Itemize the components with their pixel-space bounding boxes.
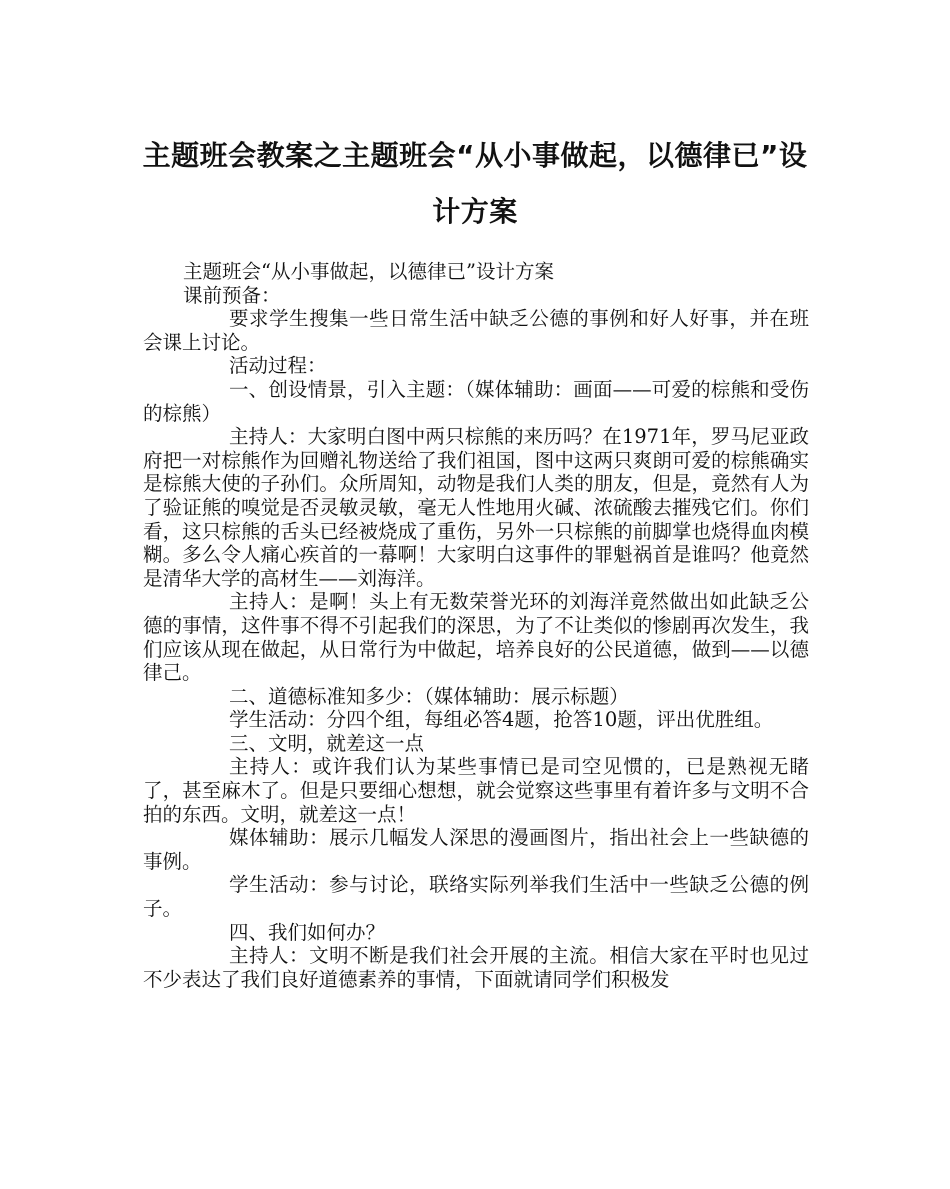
paragraph-section-2: 二、道德标准知多少：（媒体辅助：展示标题） (229, 684, 629, 708)
paragraph-subtitle: 主题班会“从小事做起，以德律已”设计方案 (183, 260, 554, 283)
paragraph-preparation: 要求学生搜集一些日常生活中缺乏公德的事例和好人好事，并在班会课上讨论。 (143, 307, 809, 354)
paragraph-section-4: 四、我们如何办？ (229, 920, 386, 944)
paragraph-host-2: 主持人：是啊！头上有无数荣誉光环的刘海洋竟然做出如此缺乏公德的事情，这件事不得不引起我们的深思，为了不让类似的惨剧再次发生，我们应该从现在做起，从日常行为中做起，培养良好的公民道德，做到——以德律己。 (143, 590, 809, 685)
paragraph-section-3: 三、文明，就差这一点 (229, 731, 425, 755)
document-body (143, 260, 809, 991)
paragraph-media-aid: 媒体辅助：展示几幅发人深思的漫画图片，指出社会上一些缺德的事例。 (143, 826, 809, 873)
paragraph-section-1: 一、创设情景，引入主题：（媒体辅助：画面——可爱的棕熊和受伤的棕熊） (143, 377, 809, 425)
paragraph-host-3: 主持人：或许我们认为某些事情已是司空见惯的，已是熟视无睹了，甚至麻木了。但是只要细心想想，就会觉察这些事里有着许多与文明不合拍的东西。文明，就差这一点！ (143, 755, 809, 826)
paragraph-student-activity-1: 学生活动：分四个组，每组必答4题，抢答10题，评出优胜组。 (229, 708, 774, 732)
paragraph-preparation-heading: 课前预备： (183, 283, 281, 307)
document-title: 主题班会教案之主题班会“从小事做起，以德律已”设计方案 (142, 139, 808, 228)
paragraph-process-heading: 活动过程： (229, 354, 327, 378)
paragraph-student-activity-2: 学生活动：参与讨论，联络实际列举我们生活中一些缺乏公德的例子。 (143, 873, 809, 921)
paragraph-host-1: 主持人：大家明白图中两只棕熊的来历吗？在1971年，罗马尼亚政府把一对棕熊作为回赠礼物送给了我们祖国，图中这两只爽朗可爱的棕熊确实是棕熊大使的子孙们。众所周知，动物是我们人类的朋友，但是，竟然有人为了验证熊的嗅觉是否灵敏灵敏，毫无人性地用火碱、浓硫酸去摧残它们。你们看，这只棕熊的舌头已经被烧成了重伤，另外一只棕熊的前脚掌也烧得血肉模糊。多么令人痛心疾首的一幕啊！大家明白这事件的罪魁祸首是谁吗？他竟然是清华大学的高材生——刘海洋。 (143, 425, 809, 590)
paragraph-host-4: 主持人：文明不断是我们社会开展的主流。相信大家在平时也见过不少表达了我们良好道德素养的事情，下面就请同学们积极发 (143, 944, 809, 991)
